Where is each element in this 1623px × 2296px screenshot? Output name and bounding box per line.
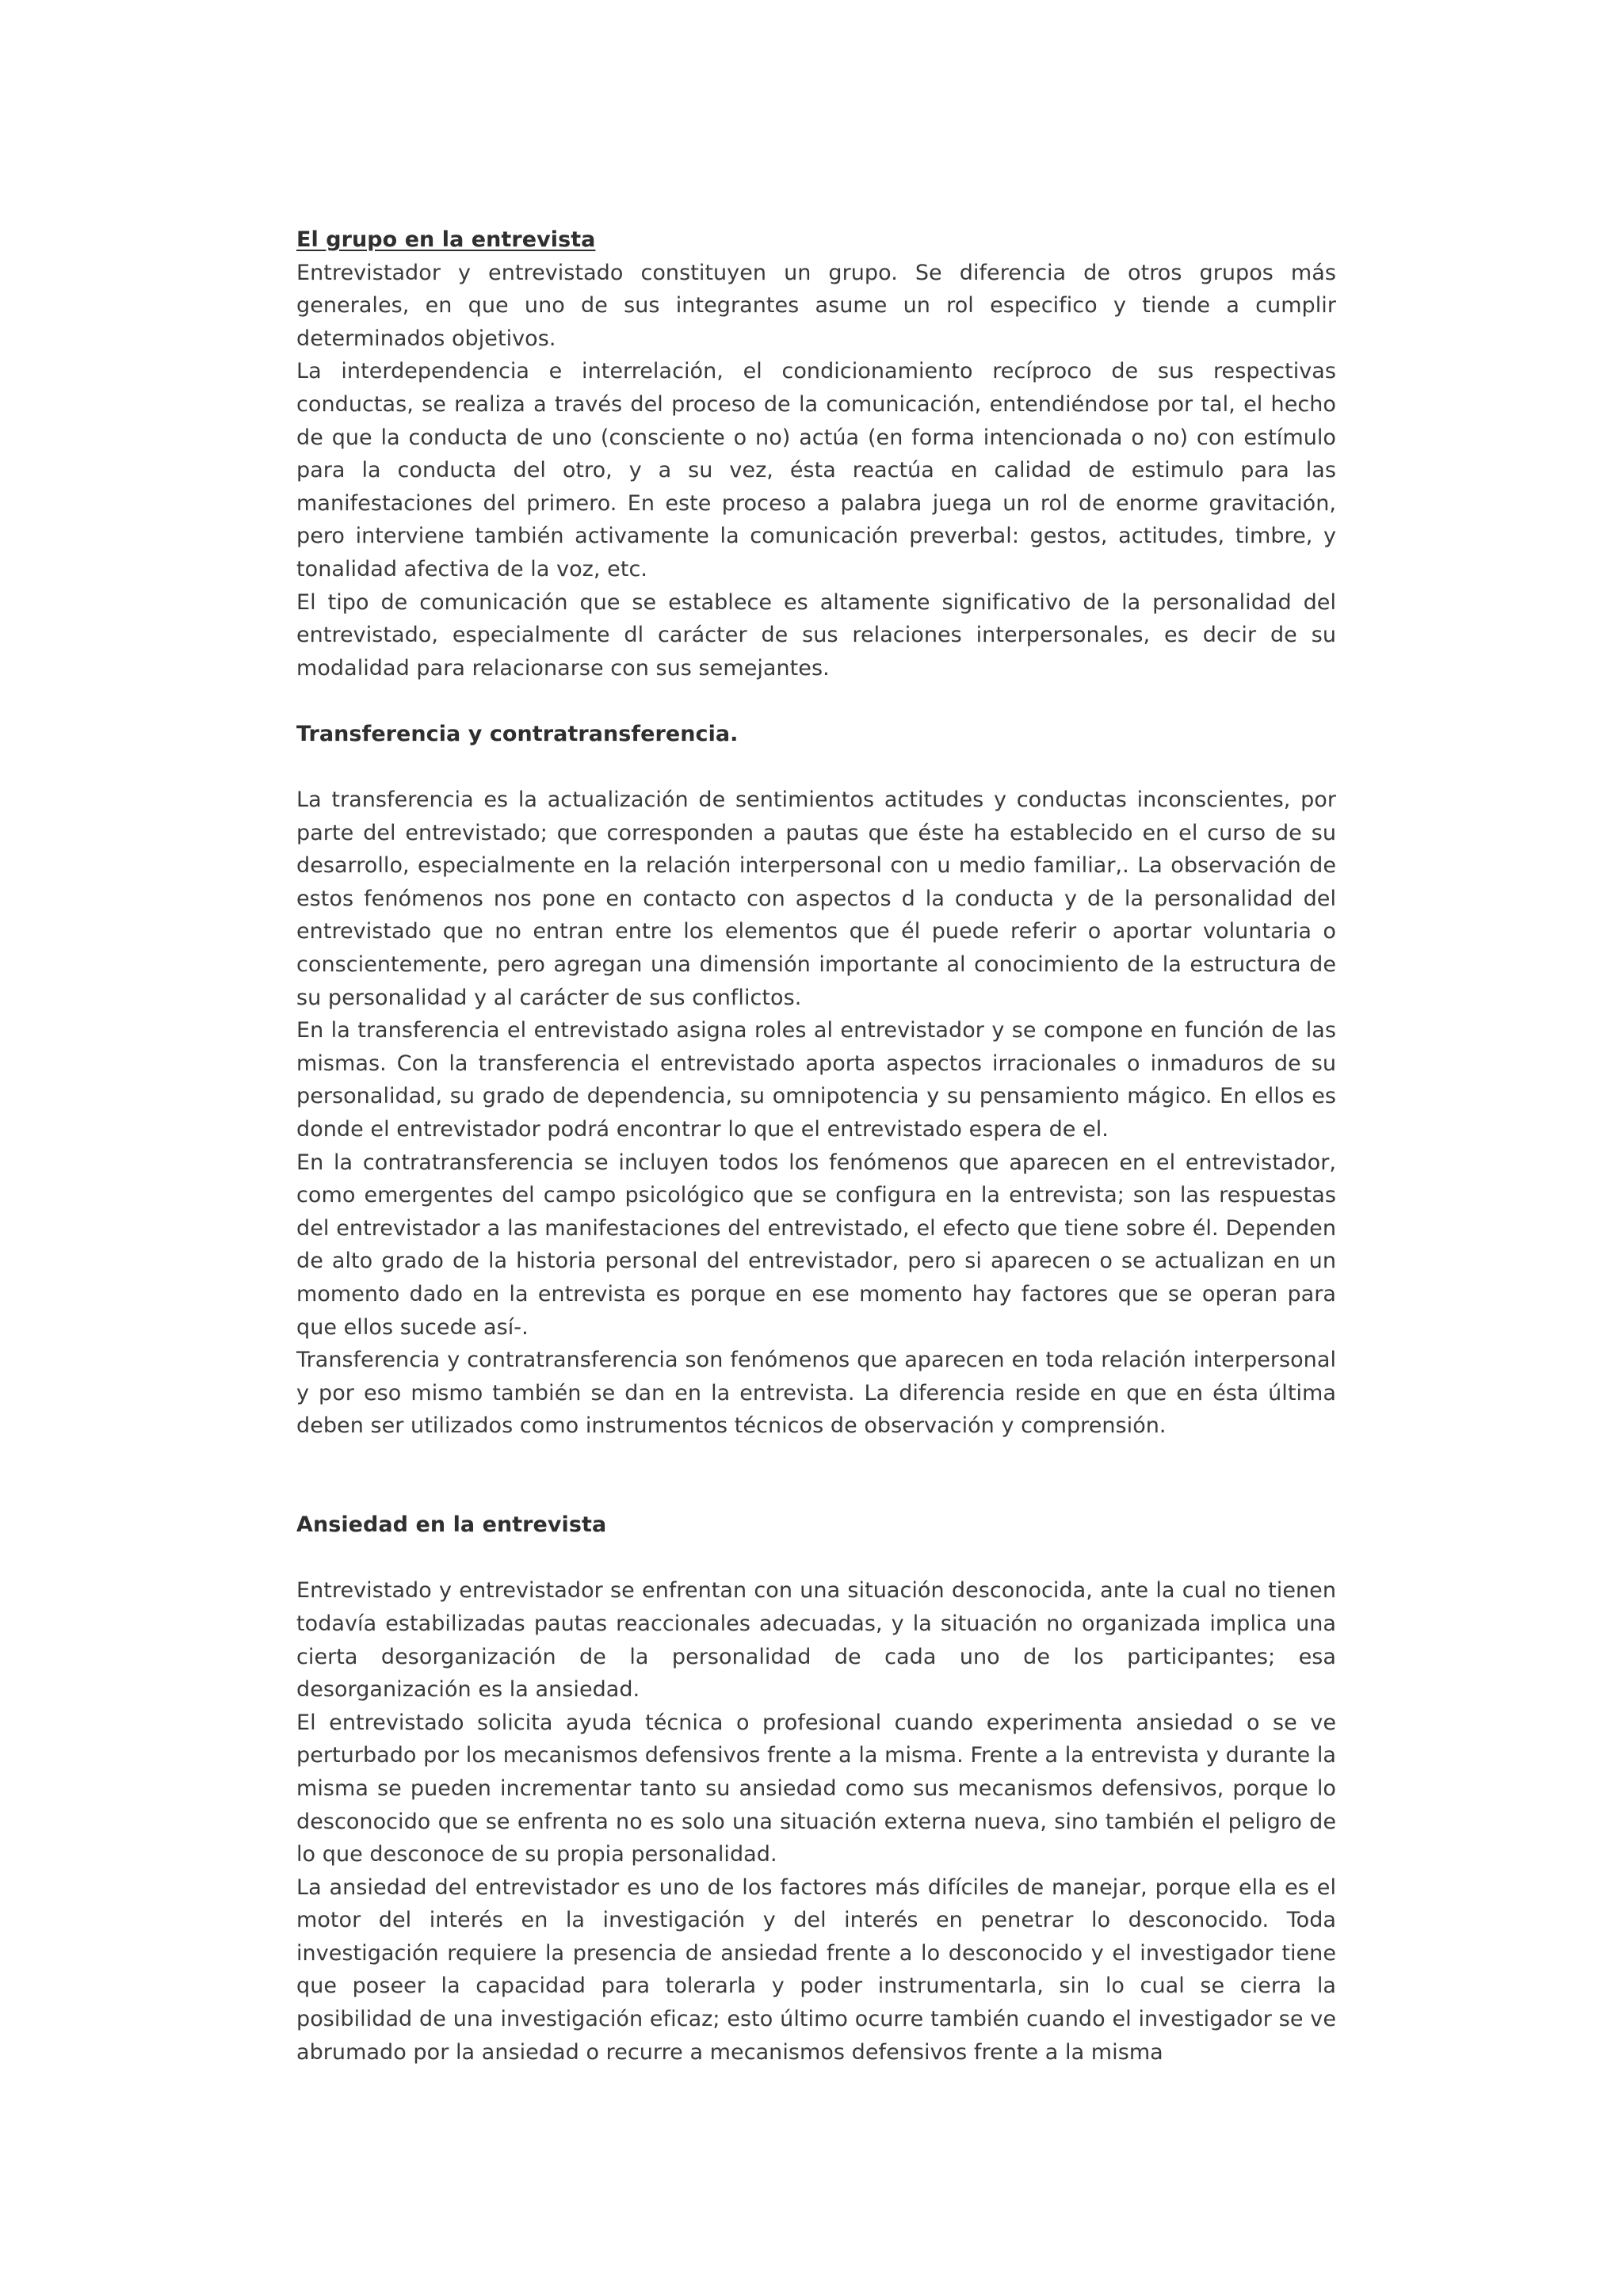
section-heading-transferencia: Transferencia y contratransferencia. <box>296 721 739 746</box>
section-heading-grupo: El grupo en la entrevista <box>296 227 596 252</box>
spacer <box>296 1443 1336 1508</box>
paragraph: Entrevistado y entrevistador se enfrentan con una situación desconocida, ante la cual no tienen todavía estabilizadas pautas reaccionales adecuadas, y la situación no organizada implica una cierta desorganización de la personalidad de cada uno de los participantes; esa desorganización es la ansiedad. <box>296 1578 1336 1703</box>
paragraph: El tipo de comunicación que se establece es altamente significativo de la personalidad del entrevistado, especialmente dl carácter de sus relaciones interpersonales, es decir de su modalidad para relacionarse con sus semejantes. <box>296 589 1336 681</box>
document-body <box>296 223 1336 2069</box>
paragraph: En la contratransferencia se incluyen todos los fenómenos que aparecen en el entrevistador, como emergentes del campo psicológico que se configura en la entrevista; son las respuestas del entrevistador a las manifestaciones del entrevistado, el efecto que tiene sobre él. Dependen de alto grado de la historia personal del entrevistador, pero si aparecen o se actualizan en un momento dado en la entrevista es porque en ese momento hay factores que se operan para que ellos sucede así-. <box>296 1150 1336 1340</box>
spacer <box>296 751 1336 784</box>
paragraph: Transferencia y contratransferencia son fenómenos que aparecen en toda relación interpersonal y por eso mismo también se dan en la entrevista. La diferencia reside en que en ésta última deben ser utilizados como instrumentos técnicos de observación y comprensión. <box>296 1348 1336 1439</box>
spacer <box>296 1542 1336 1575</box>
paragraph: En la transferencia el entrevistado asigna roles al entrevistador y se compone en función de las mismas. Con la transferencia el entrevistado aporta aspectos irracionales o inmaduros de su personalidad, su grado de dependencia, su omnipotencia y su pensamiento mágico. En ellos es donde el entrevistador podrá encontrar lo que el entrevistado espera de el. <box>296 1018 1336 1142</box>
paragraph: Entrevistador y entrevistado constituyen un grupo. Se diferencia de otros grupos más generales, en que uno de sus integrantes asume un rol especifico y tiende a cumplir determinados objetivos. <box>296 260 1336 351</box>
paragraph: La interdependencia e interrelación, el condicionamiento recíproco de sus respectivas conductas, se realiza a través del proceso de la comunicación, entendiéndose por tal, el hecho de que la conducta de uno (consciente o no) actúa (en forma intencionada o no) con estímulo para la conducta del otro, y a su vez, ésta reactúa en calidad de estimulo para las manifestaciones del primero. En este proceso a palabra juega un rol de enorme gravitación, pero interviene también activamente la comunicación preverbal: gestos, actitudes, timbre, y tonalidad afectiva de la voz, etc. <box>296 359 1336 582</box>
paragraph: La ansiedad del entrevistador es uno de los factores más difíciles de manejar, porque ella es el motor del interés en la investigación y del interés en penetrar lo desconocido. Toda investigación requiere la presencia de ansiedad frente a lo desconocido y el investigador tiene que poseer la capacidad para tolerarla y poder instrumentarla, sin lo cual se cierra la posibilidad de una investigación eficaz; esto último ocurre también cuando el investigador se ve abrumado por la ansiedad o recurre a mecanismos defensivos frente a la misma <box>296 1875 1336 2065</box>
paragraph: La transferencia es la actualización de sentimientos actitudes y conductas inconscientes, por parte del entrevistado; que corresponden a pautas que éste ha establecido en el curso de su desarrollo, especialmente en la relación interpersonal con u medio familiar,. La observación de estos fenómenos nos pone en contacto con aspectos d la conducta y de la personalidad del entrevistado que no entran entre los elementos que él puede referir o aportar voluntaria o conscientemente, pero agregan una dimensión importante al conocimiento de la estructura de su personalidad y al carácter de sus conflictos. <box>296 788 1336 1010</box>
paragraph: El entrevistado solicita ayuda técnica o profesional cuando experimenta ansiedad o se ve perturbado por los mecanismos defensivos frente a la misma. Frente a la entrevista y durante la misma se pueden incrementar tanto su ansiedad como sus mecanismos defensivos, porque lo desconocido que se enfrenta no es solo una situación externa nueva, sino también el peligro de lo que desconoce de su propia personalidad. <box>296 1710 1336 1867</box>
section-heading-ansiedad: Ansiedad en la entrevista <box>296 1512 607 1538</box>
spacer <box>296 685 1336 718</box>
